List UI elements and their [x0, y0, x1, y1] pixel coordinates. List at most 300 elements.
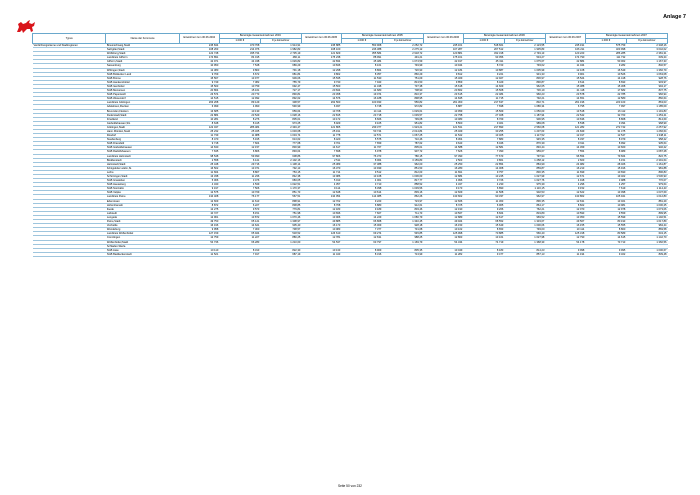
- cell-typ: Verdichtungsräume und Stadtregionen: [33, 44, 106, 48]
- cell-value: 246 388: [341, 48, 382, 52]
- cell-value: 6 965: [463, 203, 504, 207]
- cell-value: 10 696: [301, 211, 341, 215]
- cell-value: 8 151: [219, 211, 260, 215]
- cell-value: 909,06: [260, 76, 301, 80]
- cell-value: 1 982,82: [260, 48, 301, 52]
- cell-value: 9 859: [423, 80, 463, 84]
- cell-value: 13 071: [219, 166, 260, 170]
- table-body: [33, 44, 668, 257]
- cell-value: 7 883: [463, 138, 504, 142]
- cell-value: 1 360,56: [626, 240, 667, 244]
- cell-value: 13 168: [341, 175, 382, 179]
- cell-value: 42 834: [301, 60, 341, 64]
- cell-name: SGB Heeseberg: [106, 183, 179, 187]
- cell-value: 133 662: [423, 195, 463, 199]
- cell-value: 70 885: [463, 232, 504, 236]
- cell-value: 2 503: [423, 158, 463, 162]
- cell-value: 8 666: [341, 117, 382, 121]
- cell-value: 819,89: [504, 211, 545, 215]
- cell-value: 111 732: [585, 56, 626, 60]
- cell-value: 54 344: [423, 240, 463, 244]
- cell-value: 7 300: [219, 228, 260, 232]
- cell-value: 286 285: [585, 52, 626, 56]
- cell-value: 7 659: [341, 142, 382, 146]
- cell-value: 12 927: [463, 76, 504, 80]
- cell-value: 12 648: [301, 191, 341, 195]
- cell-value: 12 108: [545, 68, 585, 72]
- header-ew2004: Einwohner zum 30.06.2004: [179, 34, 219, 44]
- cell-name: Bovenden,Flecken: [106, 109, 179, 113]
- cell-value: 15 009: [341, 224, 382, 228]
- cell-value: 2 349,47: [260, 125, 301, 129]
- cell-value: 10 102: [423, 228, 463, 232]
- cell-value: 1 006,63: [382, 175, 423, 179]
- cell-value: 1 022,51: [260, 183, 301, 187]
- header-name: Name der Kommune: [106, 34, 179, 44]
- cell-value: 97 390: [423, 154, 463, 158]
- cell-value: 713,99: [382, 252, 423, 256]
- cell-value: 1 029,61: [382, 109, 423, 113]
- cell-value: 63 797: [341, 240, 382, 244]
- cell-value: 1 070,46: [260, 215, 301, 219]
- cell-value: 731,68: [382, 228, 423, 232]
- cell-value: 5 195: [219, 138, 260, 142]
- cell-value: 984,44: [626, 224, 667, 228]
- cell-value: 108 100: [301, 48, 341, 52]
- cell-value: 4 996: [423, 179, 463, 183]
- cell-value: 15 649: [463, 224, 504, 228]
- cell-value: 14 588: [423, 146, 463, 150]
- cell-name: Lengede: [106, 215, 179, 219]
- cell-value: 14 609: [463, 84, 504, 88]
- cell-value: 22 542: [545, 113, 585, 117]
- cell-value: 902,53: [504, 191, 545, 195]
- cell-value: 857,13: [504, 252, 545, 256]
- cell-value: 14 845: [423, 97, 463, 101]
- cell-value: 175 161: [423, 56, 463, 60]
- cell-name: Königslutter a.Elm,St.: [106, 166, 179, 170]
- cell-value: 906,95: [504, 117, 545, 121]
- cell-value: 12 803: [423, 236, 463, 240]
- cell-value: 49 750: [179, 220, 219, 224]
- cell-value: 23 574: [179, 93, 219, 97]
- cell-value: 1 000,67: [626, 248, 667, 252]
- cell-value: 8 415: [219, 121, 260, 125]
- cell-value: 1 161,87: [626, 162, 667, 166]
- cell-value: 12 978: [585, 207, 626, 211]
- cell-value: 13 050: [545, 215, 585, 219]
- cell-value: 751,09: [382, 76, 423, 80]
- cell-value: 11 739: [179, 134, 219, 138]
- cell-value: 8 868: [585, 117, 626, 121]
- cell-value: 1 333,67: [504, 220, 545, 224]
- cell-name: Lahstedt: [106, 211, 179, 215]
- cell-value: 23 578: [545, 93, 585, 97]
- header-sub-per-capita: € je Einwohner: [382, 39, 423, 44]
- cell-value: 20 862: [423, 89, 463, 93]
- cell-value: 6 151: [585, 158, 626, 162]
- header-sub-per-capita: € je Einwohner: [504, 39, 545, 44]
- cell-value: 1 063,08: [626, 72, 667, 76]
- cell-value: 838,85: [260, 203, 301, 207]
- cell-value: 1 207,63: [504, 129, 545, 133]
- cell-value: 88 991: [341, 56, 382, 60]
- cell-value: 6 672: [219, 72, 260, 76]
- cell-value: 860,64: [626, 97, 667, 101]
- cell-value: 10 114: [545, 228, 585, 232]
- cell-value: 11 438: [341, 84, 382, 88]
- cell-value: 9 477: [463, 252, 504, 256]
- cell-value: 692,47: [260, 84, 301, 88]
- cell-value: 22 484: [463, 93, 504, 97]
- cell-value: 1 617,89: [626, 220, 667, 224]
- cell-value: 80 589: [585, 232, 626, 236]
- cell-value: 122 748: [179, 52, 219, 56]
- cell-value: 9 614: [545, 80, 585, 84]
- cell-value: 928,18: [382, 224, 423, 228]
- cell-value: 1 027,98: [504, 236, 545, 240]
- cell-value: 323 998: [585, 48, 626, 52]
- cell-value: 1 340,45: [382, 220, 423, 224]
- cell-value: 122 047: [179, 125, 219, 129]
- cell-value: 23 718: [341, 113, 382, 117]
- cell-value: 793,00: [504, 228, 545, 232]
- cell-value: 1 039,56: [382, 187, 423, 191]
- cell-value: 813,50: [382, 80, 423, 84]
- cell-value: 8 693: [585, 80, 626, 84]
- cell-value: 12 157: [219, 146, 260, 150]
- cell-value: 214 076: [219, 48, 260, 52]
- cell-value: 54 178: [545, 240, 585, 244]
- cell-value: 720,93: [382, 68, 423, 72]
- cell-value: 12 275: [179, 207, 219, 211]
- cell-value: 13 405: [463, 134, 504, 138]
- cell-value: 8 653: [463, 228, 504, 232]
- cell-value: 988,25: [382, 236, 423, 240]
- cell-value: 74 719: [463, 240, 504, 244]
- cell-value: 905,40: [260, 224, 301, 228]
- cell-value: 755,79: [260, 80, 301, 84]
- cell-value: 9 573: [219, 207, 260, 211]
- cell-name: Schladen-Werla: [106, 244, 179, 248]
- cell-value: 120 223: [545, 52, 585, 56]
- cell-value: 8 538: [545, 121, 585, 125]
- cell-value: 1 187,94: [504, 113, 545, 117]
- cell-value: 1 086,34: [504, 105, 545, 109]
- cell-value: 262 560: [301, 101, 341, 105]
- cell-value: 890,87: [504, 80, 545, 84]
- cell-name: Wendeburg: [106, 228, 179, 232]
- cell-value: 54 736: [179, 240, 219, 244]
- cell-value: 2 014,84: [382, 129, 423, 133]
- cell-name: Staufenberg: [106, 138, 179, 142]
- cell-value: 814,23: [504, 248, 545, 252]
- header-sub-amount: 1.000 €: [463, 39, 504, 44]
- cell-value: 133 862: [545, 195, 585, 199]
- cell-value: 20 773: [219, 93, 260, 97]
- cell-value: 11 227: [219, 236, 260, 240]
- cell-name: Gifhorn,Stadt: [106, 60, 179, 64]
- cell-value: 11 613: [219, 199, 260, 203]
- cell-value: 534,27: [504, 56, 545, 60]
- cell-value: 836,97: [504, 76, 545, 80]
- cell-value: 65 121: [219, 220, 260, 224]
- cell-value: 687,19: [260, 252, 301, 256]
- cell-value: 6 887: [423, 105, 463, 109]
- cell-value: 840,57: [626, 64, 667, 68]
- cell-value: 126 610: [301, 232, 341, 236]
- cell-value: 1 116,15: [504, 187, 545, 191]
- cell-value: 2 102,16: [260, 158, 301, 162]
- cell-value: 8 989: [585, 150, 626, 154]
- cell-value: 545,85: [382, 232, 423, 236]
- cell-name: Wolfsburg,Stadt: [106, 52, 179, 56]
- cell-value: 959,67: [504, 150, 545, 154]
- cell-value: 12 671: [545, 175, 585, 179]
- cell-value: 8 560: [423, 121, 463, 125]
- cell-value: 24 849: [545, 129, 585, 133]
- cell-value: 263 268: [179, 101, 219, 105]
- cell-value: 28 026: [585, 162, 626, 166]
- cell-value: 19 402: [585, 175, 626, 179]
- cell-value: 1 935,83: [504, 48, 545, 52]
- cell-value: 9 105: [341, 121, 382, 125]
- cell-value: 859,87: [504, 166, 545, 170]
- cell-value: 1 192,51: [626, 215, 667, 219]
- cell-value: 73 713: [585, 240, 626, 244]
- cell-value: 8 357: [341, 72, 382, 76]
- header-sub-amount: 1.000 €: [219, 39, 260, 44]
- cell-value: 903,97: [626, 80, 667, 84]
- cell-value: 76 373: [341, 154, 382, 158]
- cell-value: 11 691: [423, 170, 463, 174]
- cell-value: 13 161: [463, 236, 504, 240]
- cell-value: 711,73: [382, 211, 423, 215]
- cell-value: 11 664: [179, 170, 219, 174]
- cell-value: 912,61: [382, 203, 423, 207]
- cell-value: 114 085: [341, 195, 382, 199]
- cell-value: 777,68: [260, 142, 301, 146]
- cell-value: 79 664: [585, 154, 626, 158]
- cell-value: 68 552: [463, 220, 504, 224]
- cell-value: 13 685: [179, 109, 219, 113]
- cell-value: 9 223: [341, 199, 382, 203]
- cell-value: 12 298: [301, 68, 341, 72]
- cell-value: 134 408: [179, 195, 219, 199]
- cell-value: 25 191: [301, 129, 341, 133]
- cell-value: 7 607: [341, 211, 382, 215]
- cell-value: 12 184: [423, 68, 463, 72]
- cell-value: 7 554: [545, 150, 585, 154]
- cell-value: 45 311: [463, 60, 504, 64]
- cell-value: 15 161: [219, 89, 260, 93]
- cell-value: 805,01: [382, 146, 423, 150]
- cell-value: 590,99: [260, 105, 301, 109]
- cell-name: Hohenhameln: [106, 203, 179, 207]
- cell-value: 639,24: [626, 56, 667, 60]
- cell-value: 13 098: [585, 191, 626, 195]
- cell-value: 10 887: [463, 68, 504, 72]
- cell-value: 20 844: [301, 89, 341, 93]
- cell-value: 15 469: [423, 76, 463, 80]
- cell-value: 1 914,91: [260, 44, 301, 48]
- cell-value: 10 944: [423, 64, 463, 68]
- cell-value: 25 325: [219, 129, 260, 133]
- cell-value: 16 155: [545, 224, 585, 228]
- cell-value: 1 000,25: [626, 203, 667, 207]
- cell-value: 780,15: [382, 154, 423, 158]
- cell-value: 962,65: [504, 84, 545, 88]
- cell-value: 134 054: [301, 195, 341, 199]
- cell-value: 1 191,83: [626, 109, 667, 113]
- cell-value: 805,01: [260, 117, 301, 121]
- cell-value: 6 999: [179, 105, 219, 109]
- cell-value: 797,94: [504, 154, 545, 158]
- cell-value: 710,46: [382, 138, 423, 142]
- cell-value: 9 769: [179, 72, 219, 76]
- cell-value: 9 282: [585, 64, 626, 68]
- cell-value: 945,35: [504, 138, 545, 142]
- cell-value: 832,71: [504, 101, 545, 105]
- cell-value: 9 152: [545, 187, 585, 191]
- cell-value: 11 715: [463, 97, 504, 101]
- cell-value: 45 484: [341, 60, 382, 64]
- cell-value: 16 153: [423, 224, 463, 228]
- cell-value: 898,91: [260, 199, 301, 203]
- cell-value: 10 133: [301, 248, 341, 252]
- cell-value: 10 083: [423, 117, 463, 121]
- cell-value: 896,35: [504, 199, 545, 203]
- cell-value: 12 781: [301, 236, 341, 240]
- cell-value: 14 621: [219, 224, 260, 228]
- cell-value: 12 790: [545, 236, 585, 240]
- cell-value: 9 512: [341, 170, 382, 174]
- cell-value: 1 530,93: [626, 175, 667, 179]
- cell-value: 9 394: [585, 121, 626, 125]
- page-footer: Seite 50 von 232: [338, 484, 362, 488]
- header-ew2005: Einwohner zum 30.06.2005: [301, 34, 341, 44]
- cell-value: 16 502: [179, 166, 219, 170]
- cell-value: 1 185,09: [626, 105, 667, 109]
- cell-value: 19 074: [341, 93, 382, 97]
- cell-value: 1 048,11: [626, 134, 667, 138]
- cell-value: 958,22: [626, 138, 667, 142]
- cell-value: 54 537: [301, 240, 341, 244]
- cell-value: 9 189: [341, 207, 382, 211]
- cell-value: 1 142,70: [626, 236, 667, 240]
- cell-value: 10 593: [545, 211, 585, 215]
- cell-value: 973,25: [260, 121, 301, 125]
- cell-value: 14 459: [545, 146, 585, 150]
- cell-value: 37 388: [341, 162, 382, 166]
- cell-value: 787,62: [382, 142, 423, 146]
- cell-value: 972,82: [382, 105, 423, 109]
- cell-value: 491,21: [382, 56, 423, 60]
- cell-value: 792,21: [504, 97, 545, 101]
- cell-value: 8 429: [463, 80, 504, 84]
- cell-value: 125 998: [423, 232, 463, 236]
- cell-value: 10 709: [219, 191, 260, 195]
- cell-name: SGB Gieboldehausen: [106, 146, 179, 150]
- cell-value: 10 567: [423, 211, 463, 215]
- cell-value: 723,97: [382, 199, 423, 203]
- cell-value: 4 990: [219, 105, 260, 109]
- cell-value: 11 778: [301, 134, 341, 138]
- cell-value: 7 917: [219, 252, 260, 256]
- cell-value: 893,04: [260, 150, 301, 154]
- cell-value: 77 673: [463, 154, 504, 158]
- cell-value: 907,72: [382, 150, 423, 154]
- cell-value: 12 581: [463, 146, 504, 150]
- cell-value: 8 769: [463, 117, 504, 121]
- cell-value: 1 004,74: [260, 134, 301, 138]
- cell-value: 50 062: [585, 60, 626, 64]
- cell-value: 261 360: [423, 101, 463, 105]
- cell-value: 9 802: [301, 72, 341, 76]
- cell-value: 839,16: [382, 191, 423, 195]
- cell-value: 880,25: [260, 236, 301, 240]
- cell-value: 738,57: [260, 228, 301, 232]
- cell-value: 969,52: [504, 215, 545, 219]
- cell-value: 23 615: [423, 93, 463, 97]
- cell-name: SGB Papenteich: [106, 93, 179, 97]
- cell-value: 98 548: [179, 154, 219, 158]
- cell-name: Ilsede: [106, 207, 179, 211]
- cell-value: 1 117,52: [504, 134, 545, 138]
- cell-name: Adelebsen,Flecken: [106, 105, 179, 109]
- cell-value: 8 337: [545, 138, 585, 142]
- cell-value: 245 844: [179, 44, 219, 48]
- cell-value: 14 617: [301, 146, 341, 150]
- cell-value: 553 908: [341, 44, 382, 48]
- cell-value: 16 370: [301, 166, 341, 170]
- cell-value: 779,81: [260, 207, 301, 211]
- cell-value: 799,68: [382, 117, 423, 121]
- cell-value: 80 193: [585, 220, 626, 224]
- cell-name: SGB Brome: [106, 76, 179, 80]
- cell-value: 567,51: [260, 195, 301, 199]
- cell-value: 2 381,31: [626, 52, 667, 56]
- cell-value: 3 988: [585, 179, 626, 183]
- cell-value: 23 529: [219, 113, 260, 117]
- cell-value: 518,52: [260, 232, 301, 236]
- cell-value: 25 029: [423, 129, 463, 133]
- cell-value: 10 636: [545, 117, 585, 121]
- cell-value: 10 526: [585, 72, 626, 76]
- cell-value: 89 129: [219, 101, 260, 105]
- cell-value: 8 768: [301, 203, 341, 207]
- header-sub-amount: 1.000 €: [341, 39, 382, 44]
- cell-value: 13 939: [341, 166, 382, 170]
- cell-value: 59 990: [219, 154, 260, 158]
- cell-value: 1 000,06: [504, 224, 545, 228]
- cell-value: 9 197: [179, 187, 219, 191]
- cell-value: 7 997: [585, 105, 626, 109]
- cell-value: 575 759: [585, 44, 626, 48]
- cell-value: 69 274: [341, 232, 382, 236]
- cell-value: 851,73: [260, 191, 301, 195]
- cell-value: 15 618: [423, 84, 463, 88]
- cell-value: 1 075,67: [504, 60, 545, 64]
- cell-value: 1 029,82: [260, 60, 301, 64]
- cell-value: 791,18: [260, 68, 301, 72]
- cell-value: 65 924: [219, 232, 260, 236]
- cell-value: 2 123,55: [504, 44, 545, 48]
- cell-value: 12 631: [545, 199, 585, 203]
- cell-value: 12 669: [179, 199, 219, 203]
- cell-name: SGB Nord-Elm: [106, 187, 179, 191]
- header-typ: Typus: [33, 34, 106, 44]
